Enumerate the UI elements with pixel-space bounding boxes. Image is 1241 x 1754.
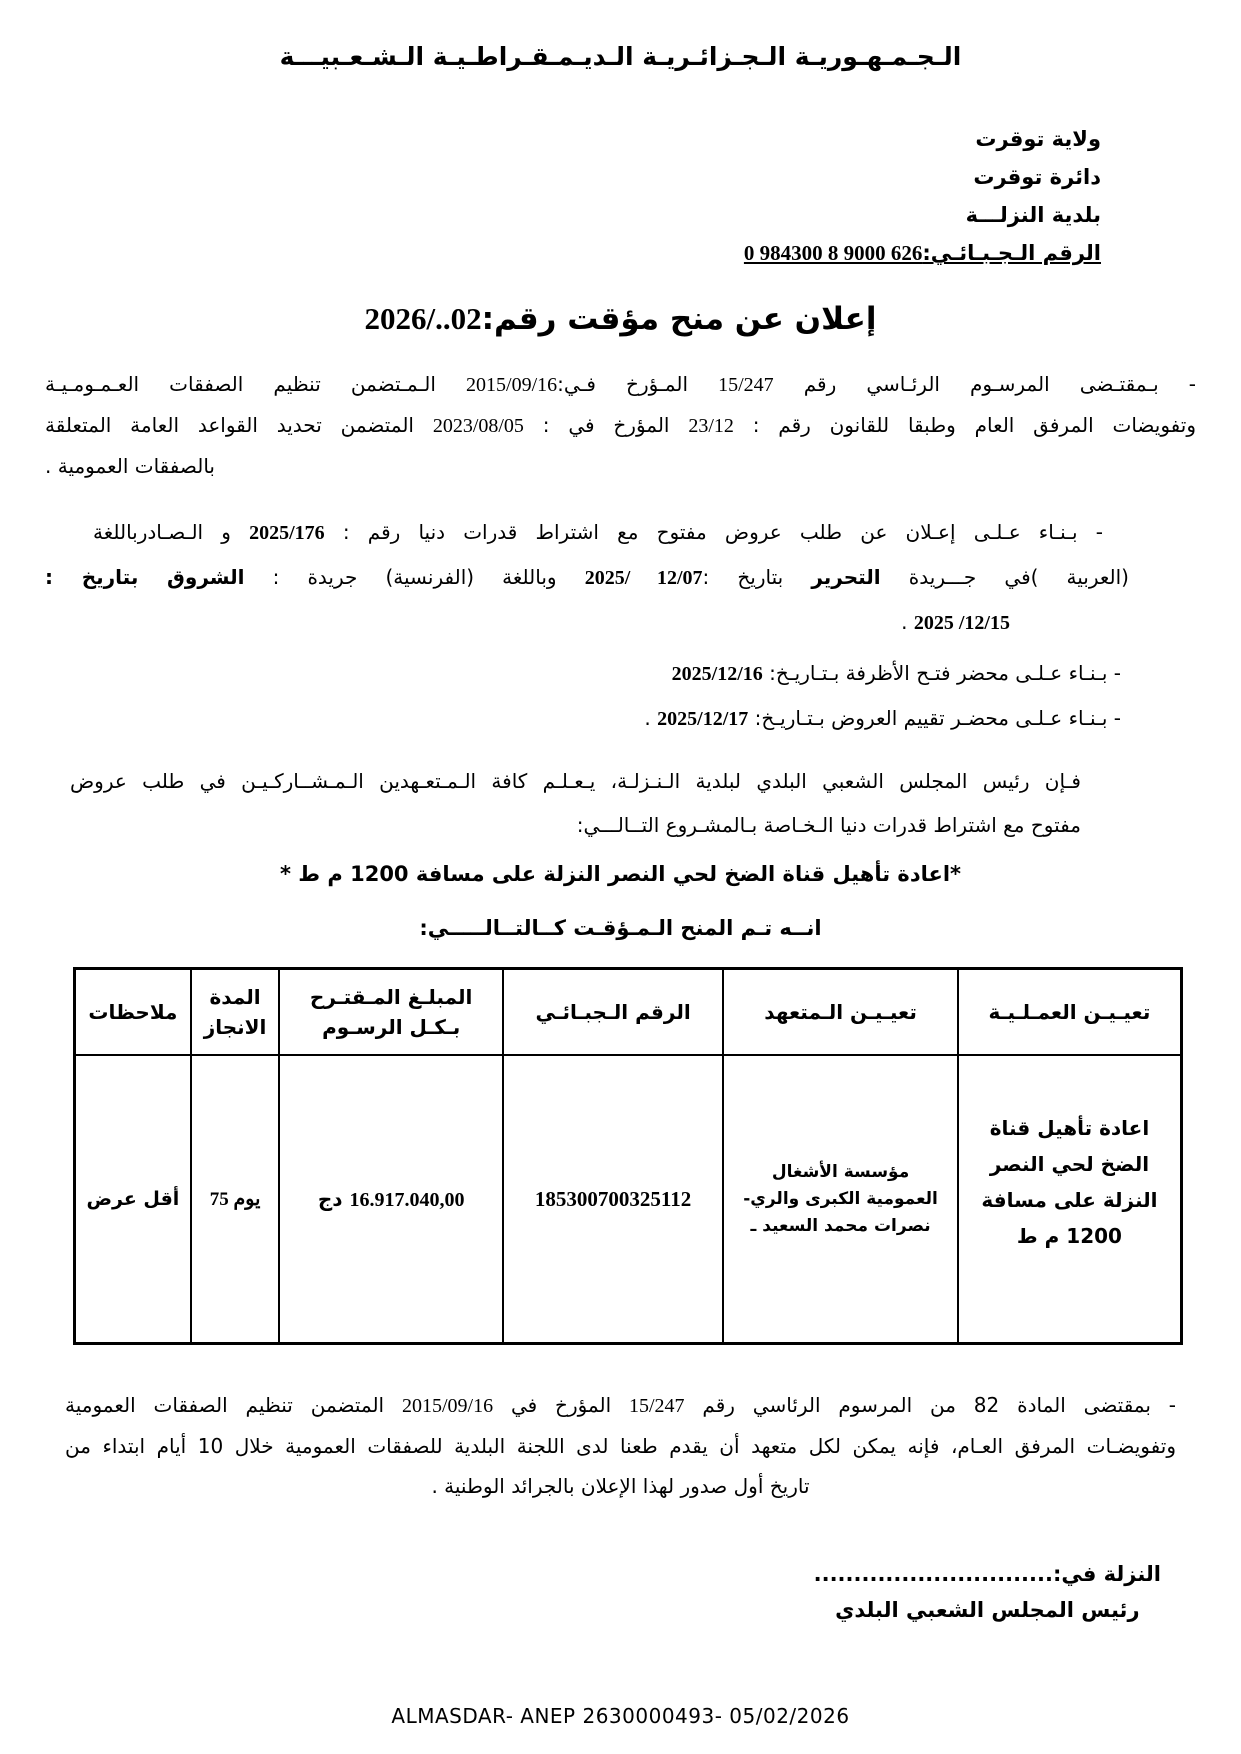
issuing-authority-block <box>45 120 1196 272</box>
tender-announcement-line: - بـنـاء عـلـى إعـلان عن طلب عروض مفتوح مع اشتراط قدرات دنيا رقم : 2025/176 و الـصـادرباللغة <box>93 520 1104 544</box>
cell-duration: 75 يوم <box>191 1055 280 1344</box>
daira-line: دائرة توقرت <box>973 165 1101 189</box>
procedure-bullets <box>45 510 1196 741</box>
appeal-line: وتفويضـات المرفق العـام، فإنه يمكن لكل متعهد أن يقدم طعنا لدى اللجنة البلدية للصفقات العمومية خلال 10 أيام ابتداء من <box>65 1434 1176 1458</box>
header-operation: تعيـيـن العمـلـيـة <box>958 969 1182 1056</box>
cell-contractor: مؤسسة الأشغال العمومية الكبرى والري- نصرات محمد السعيد ـ <box>723 1055 958 1344</box>
appeal-line: - بمقتضى المادة 82 من المرسوم الرئاسي رقم 15/247 المؤرخ في 2015/09/16 المتضمن تنظيم الصفقات العمومية <box>65 1393 1177 1417</box>
appeal-line: تاريخ أول صدور لهذا الإعلان بالجرائد الوطنية . <box>431 1474 810 1498</box>
cell-remark: أقل عرض <box>75 1055 191 1344</box>
offers-evaluation-line: - بـنـاء عـلـى محضـر تقييم العروض بـتـاريـخ: 2025/12/17 . <box>644 706 1121 730</box>
cell-amount: 16.917.040,00 دج <box>279 1055 503 1344</box>
fiscal-number-line <box>45 234 1101 272</box>
cell-fiscal-id <box>503 1055 723 1344</box>
fiscal-id-value: 185300700325112 <box>534 1186 692 1211</box>
signature-role-line: رئيس المجلس الشعبي البلدي <box>835 1598 1140 1622</box>
announcement-title <box>45 298 1196 340</box>
header-remarks: ملاحظات <box>75 969 191 1056</box>
preamble-line: - بـمقتـضى المرسـوم الرئـاسي رقم 15/247 المـؤرخ فـي:2015/09/16 الـمـتضمن تنظيم الصفقات العـمـومـيـة <box>45 372 1197 396</box>
decree-preamble-paragraph <box>45 364 1196 486</box>
provisional-award-line: انــه تـم المنح الـمـؤقـت كــالتــالـــــي: <box>419 916 822 940</box>
preamble-line: وتفويضات المرفق العام وطبقا للقانون رقم : 23/12 المؤرخ في : 2023/08/05 المتضمن تحديد القواعد العامة المتعلقة <box>45 413 1197 437</box>
mayor-notice-paragraph <box>45 759 1196 847</box>
preamble-line: بالصفقات العمومية . <box>45 454 215 478</box>
announcement-title-label: إعلان عن منح مؤقت رقم: <box>481 301 877 337</box>
appeal-rights-paragraph <box>45 1385 1196 1506</box>
republic-title: الـجـمـهـوريـة الـجـزائـريـة الـديـمـقـراطـيـة الـشـعـبيـــة <box>279 42 962 71</box>
wilaya-line: ولاية توقرت <box>975 127 1101 151</box>
cell-operation: اعادة تأهيل قناة الضخ لحي النصر النزلة على مسافة 1200 م ط <box>958 1055 1182 1344</box>
announcement-title-number: 2026/..02 <box>364 301 482 336</box>
project-title-line: *اعادة تأهيل قناة الضخ لحي النصر النزلة على مسافة 1200 م ط * <box>279 862 962 886</box>
newspaper-date-line: 2025 /12/15 . <box>901 610 1010 634</box>
notice-line: مفتوح مع اشتراط قدرات دنيا الـخـاصة بـالمشـروع التــالـــي: <box>576 813 1081 837</box>
signature-dotted-line: .............................. <box>813 1562 1053 1586</box>
header-proposed-amount: المبلـغ المـقتـرح بـكـل الرسـوم <box>279 969 503 1056</box>
fiscal-number-label: الرقم الـجـبـائـي: <box>922 241 1101 265</box>
header-fiscal-id: الرقم الـجبـائـي <box>503 969 723 1056</box>
header-contractor: تعيـيـن الـمتعهد <box>723 969 958 1056</box>
fiscal-number-value: 0 984300 8 9000 626 <box>743 241 923 265</box>
header-duration: المدة الانجاز <box>191 969 280 1056</box>
signature-place-line <box>814 1556 1161 1592</box>
award-table-row <box>75 1055 1182 1344</box>
notice-line: فـإن رئيس المجلس الشعبي البلدي لبلدية الـنـزلـة، يـعـلـم كافة الـمـتعـهدين الـمـشــاركـيـن في طلب عروض <box>70 769 1081 793</box>
anep-footer-line: ALMASDAR- ANEP 2630000493- 05/02/2026 <box>391 1704 850 1728</box>
award-table <box>73 967 1183 1345</box>
signature-place-label: النزلة في: <box>1052 1562 1161 1586</box>
commune-line: بلدية النزلـــة <box>965 203 1101 227</box>
signature-block <box>814 1556 1161 1628</box>
award-table-header-row <box>75 969 1182 1056</box>
envelope-opening-line: - بـنـاء عـلـى محضر فتـح الأظرفة بـتـاريـخ: 2025/12/16 <box>671 661 1121 685</box>
newspapers-line: (العربية )في جـــريدة التحرير بتاريخ :2025/ 12/07 وباللغة (الفرنسية) جريدة : الشروق بتاريخ : <box>45 565 1129 589</box>
